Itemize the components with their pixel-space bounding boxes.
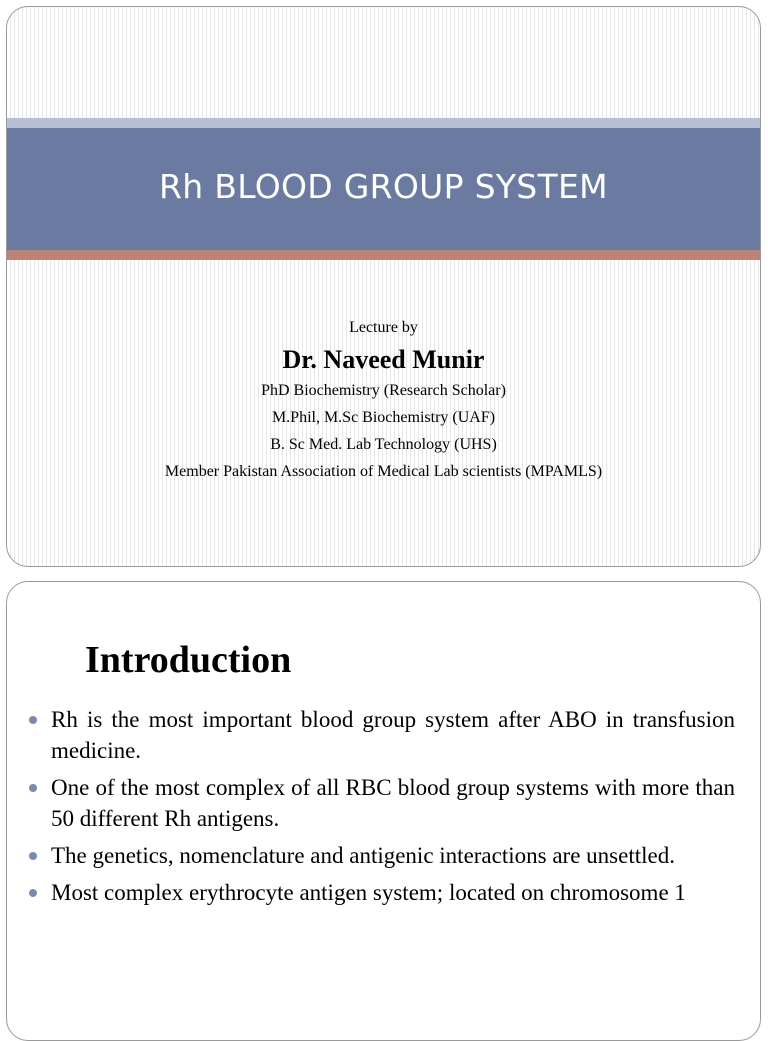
bullet-text: One of the most complex of all RBC blood group systems with more than 50 different Rh antigens. <box>51 775 735 831</box>
credential-line: M.Phil, M.Sc Biochemistry (UAF) <box>271 409 496 426</box>
credential-line: B. Sc Med. Lab Technology (UHS) <box>270 436 497 453</box>
bullet-dot-icon <box>29 716 37 724</box>
lecture-by-label: Lecture by <box>349 319 418 336</box>
bullet-dot-icon <box>29 889 37 897</box>
bullet-text: Rh is the most important blood group system after ABO in transfusion medicine. <box>51 707 735 763</box>
title-slide <box>6 6 761 567</box>
bullet-text: Most complex erythrocyte antigen system; located on chromosome 1 <box>51 880 686 905</box>
bullet-item <box>51 772 735 834</box>
bullet-item <box>51 704 735 766</box>
title-top-band <box>7 118 760 128</box>
introduction-heading: Introduction <box>85 639 292 681</box>
credential-line: Member Pakistan Association of Medical Lab scientists (MPAMLS) <box>164 463 603 480</box>
bullet-text: The genetics, nomenclature and antigenic interactions are unsettled. <box>51 843 675 868</box>
bullet-item <box>51 840 735 871</box>
bullet-dot-icon <box>29 852 37 860</box>
introduction-slide <box>6 581 761 1041</box>
bullet-item <box>51 877 735 908</box>
slide-title: Rh BLOOD GROUP SYSTEM <box>159 167 608 206</box>
title-accent-band <box>7 250 760 260</box>
bullet-list <box>51 704 735 914</box>
author-block <box>7 317 760 485</box>
credential-line: PhD Biochemistry (Research Scholar) <box>261 382 506 399</box>
bullet-dot-icon <box>29 784 37 792</box>
author-name: Dr. Naveed Munir <box>282 345 485 374</box>
